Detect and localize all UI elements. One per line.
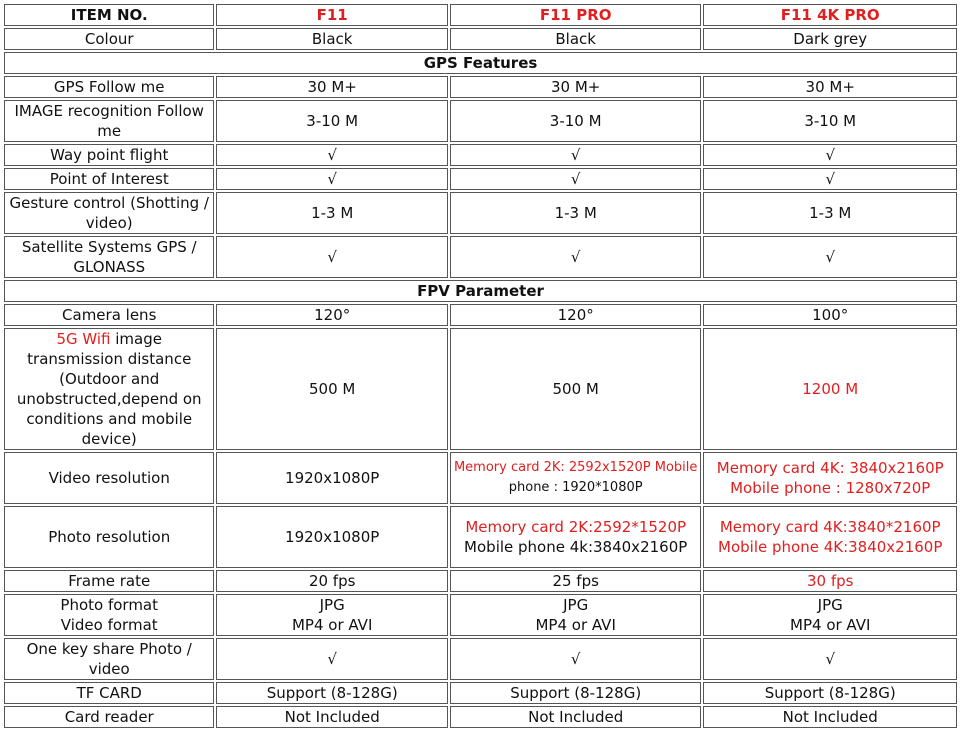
cell-f114k: Memory card 4K:3840*2160P Mobile phone 4K:3840x2160P (703, 506, 957, 568)
video-res-f11pro-card: Memory card 2K: 2592x1520P Mobile (453, 460, 698, 475)
table-row (4, 638, 957, 680)
format-label-video: Video format (60, 616, 158, 634)
cell-f11: 1920x1080P (216, 506, 447, 568)
cell-f11pro: √ (450, 236, 702, 278)
cell-f114k: Dark grey (703, 28, 957, 50)
cell-f11pro: √ (450, 168, 702, 190)
cell-f11pro: Support (8-128G) (450, 682, 702, 704)
cell-f11: √ (216, 144, 447, 166)
row-label: GPS Follow me (4, 76, 214, 98)
cell-f11: Black (216, 28, 447, 50)
table-row (4, 682, 957, 704)
format-label-photo: Photo format (60, 596, 159, 614)
cell-f114k: √ (703, 236, 957, 278)
spec-table (2, 2, 959, 730)
cell-f114k: 100° (703, 304, 957, 326)
wifi-label-text: image transmission distance (Outdoor and unobstructed,depend on conditions and mobile device) (16, 330, 202, 448)
row-label: Camera lens (4, 304, 214, 326)
table-row (4, 570, 957, 592)
header-f11pro: F11 PRO (450, 4, 702, 26)
table-row (4, 168, 957, 190)
photo-res-f11pro-phone: Mobile phone 4k:3840x2160P (464, 538, 688, 556)
table-row (4, 706, 957, 728)
cell-f114k: √ (703, 168, 957, 190)
cell-f11pro: Not Included (450, 706, 702, 728)
table-row (4, 236, 957, 278)
table-row (4, 76, 957, 98)
cell-f11: √ (216, 638, 447, 680)
row-label: One key share Photo / video (4, 638, 214, 680)
cell-f11pro: 500 M (450, 328, 702, 450)
table-row (4, 304, 957, 326)
cell-f114k: 30 fps (703, 570, 957, 592)
table-row (4, 100, 957, 142)
video-res-f11pro-phone: phone : 1920*1080P (508, 480, 643, 495)
cell-f11pro: 30 M+ (450, 76, 702, 98)
photo-res-f11pro-card: Memory card 2K:2592*1520P (465, 518, 687, 536)
table-row (4, 594, 957, 636)
format-f11-video: MP4 or AVI (291, 616, 373, 634)
cell-f11pro: 25 fps (450, 570, 702, 592)
section-fpv: FPV Parameter (4, 280, 957, 302)
table-row (4, 144, 957, 166)
section-gps: GPS Features (4, 52, 957, 74)
row-label: IMAGE recognition Follow me (4, 100, 214, 142)
cell-f11: 1920x1080P (216, 452, 447, 504)
cell-f11pro: 120° (450, 304, 702, 326)
row-label: Photo resolution (4, 506, 214, 568)
cell-f11pro: √ (450, 144, 702, 166)
format-f11pro-photo: JPG (563, 596, 589, 614)
cell-f11: Not Included (216, 706, 447, 728)
format-f114k-photo: JPG (817, 596, 843, 614)
cell-f11pro (450, 594, 702, 636)
cell-f114k: √ (703, 144, 957, 166)
format-f11pro-video: MP4 or AVI (535, 616, 616, 634)
cell-f11: 1-3 M (216, 192, 447, 234)
cell-f11pro: Black (450, 28, 702, 50)
cell-f114k: 1200 M (703, 328, 957, 450)
cell-f114k (703, 594, 957, 636)
cell-f11: √ (216, 236, 447, 278)
table-row (4, 192, 957, 234)
table-row (4, 328, 957, 450)
cell-f114k: Not Included (703, 706, 957, 728)
cell-f114k: 30 M+ (703, 76, 957, 98)
cell-f11: 20 fps (216, 570, 447, 592)
cell-f11pro (450, 506, 702, 568)
wifi-label-highlight: 5G Wifi (56, 330, 111, 348)
cell-f114k: 1-3 M (703, 192, 957, 234)
row-label: Frame rate (4, 570, 214, 592)
row-label: Point of Interest (4, 168, 214, 190)
row-label: Video resolution (4, 452, 214, 504)
header-f114k: F11 4K PRO (703, 4, 957, 26)
cell-f114k: Support (8-128G) (703, 682, 957, 704)
row-label: Colour (4, 28, 214, 50)
row-label: Card reader (4, 706, 214, 728)
table-row (4, 28, 957, 50)
row-label (4, 594, 214, 636)
cell-f11: Support (8-128G) (216, 682, 447, 704)
cell-f11: 3-10 M (216, 100, 447, 142)
table-row (4, 452, 957, 504)
header-item: ITEM NO. (4, 4, 214, 26)
format-f114k-video: MP4 or AVI (790, 616, 871, 634)
cell-f114k: √ (703, 638, 957, 680)
cell-f114k: Memory card 4K: 3840x2160P Mobile phone : 1280x720P (703, 452, 957, 504)
section-row (4, 280, 957, 302)
cell-f11pro (450, 452, 702, 504)
row-label: TF CARD (4, 682, 214, 704)
cell-f11 (216, 594, 447, 636)
format-f11-photo: JPG (319, 596, 345, 614)
row-label: Gesture control (Shotting / video) (4, 192, 214, 234)
table-row (4, 506, 957, 568)
cell-f11pro: √ (450, 638, 702, 680)
section-row (4, 52, 957, 74)
cell-f11: 500 M (216, 328, 447, 450)
header-f11: F11 (216, 4, 447, 26)
header-row (4, 4, 957, 26)
row-label (4, 328, 214, 450)
row-label: Satellite Systems GPS / GLONASS (4, 236, 214, 278)
row-label: Way point flight (4, 144, 214, 166)
cell-f11pro: 1-3 M (450, 192, 702, 234)
cell-f11: √ (216, 168, 447, 190)
cell-f11: 120° (216, 304, 447, 326)
cell-f11pro: 3-10 M (450, 100, 702, 142)
cell-f11: 30 M+ (216, 76, 447, 98)
cell-f114k: 3-10 M (703, 100, 957, 142)
